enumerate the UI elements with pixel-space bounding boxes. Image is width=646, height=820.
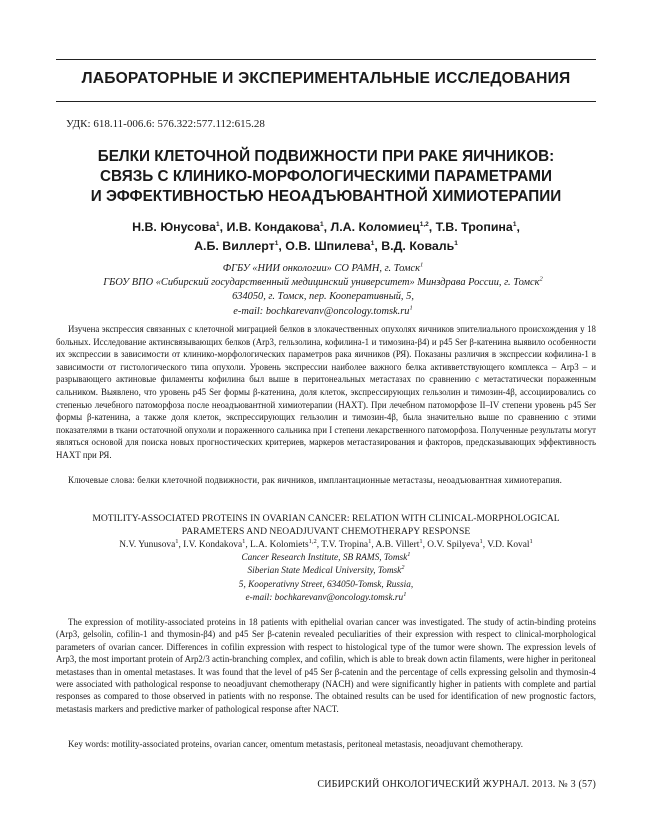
article-title-en — [56, 513, 596, 538]
title-line: БЕЛКИ КЛЕТОЧНОЙ ПОДВИЖНОСТИ ПРИ РАКЕ ЯИЧНИКОВ: — [97, 148, 555, 165]
affiliation-email: e-mail: $bochkarevanv@oncology.tomsk.ru^1$ — [233, 304, 413, 317]
abstract-ru: Изучена экспрессия связанных с клеточной миграцией белков в злокачественных опухолях яичников эпителиального происхождения у 18 больных. Исследование актинсвязывающих белков (Arp3, гельзолина, кофилина-1 и тимозина-β4) и p45 Ser β-катенина выявило особенности их экспрессии в зависимости от клинико-морфологических параметров рака яичников (РЯ). Показаны различия в экспрессии кофилина-1 в зависимости от гистологического типа опухоли. Уровень экспрессии наиболее важного белка активветствующего комплекса – Arp3 – и разрывающего актиновые филаменты кофилина был выше в перитонеальных метастазах по сравнению с метастатически пораженным сальником. Выявлено, что уровень p45 Ser формы β-катенина, доля клеток, экспрессирующих гельзолин и тимозин-4β, ассоциировались со степенью лечебного патоморфоза после неоадъювантной химиотерапии (НАХТ). При лечебном патоморфозе II–IV степени уровень p45 Ser формы β-катенина, а также доля клеток, экспрессирующих гельзолин и тимозин-4β, была значительно выше по сравнению с этими показателями в ткани остаточной опухоли и пораженного сальника при I степени лекарственного патоморфоза. Полученные результаты могут являться основой для поиска новых прогностических критериев, маркеров метастазирования и факторов, предсказывающих эффективность НАХТ при РЯ. — [56, 324, 596, 460]
author-affiliation-mark: 1 — [454, 239, 458, 247]
title-en-line: PARAMETERS AND NEOADJUVANT CHEMOTHERAPY RESPONSE — [181, 525, 471, 537]
keywords-en: Key words: motility-associated proteins, ovarian cancer, omentum metastasis, peritoneal metastasis, neoadjuvant chemotherapy. — [68, 739, 524, 749]
journal-footer: СИБИРСКИЙ ОНКОЛОГИЧЕСКИЙ ЖУРНАЛ. 2013. № 3 (57) — [317, 779, 596, 790]
author-name-en: V.D. Koval — [487, 540, 530, 550]
affiliation-1: ФГБУ «НИИ онкологии» СО РАМН, г. Томск$^1$ — [222, 261, 424, 274]
section-header: ЛАБОРАТОРНЫЕ И ЭКСПЕРИМЕНТАЛЬНЫЕ ИССЛЕДОВАНИЯ — [81, 70, 571, 87]
affiliation-en-1: Cancer Research Institute, SB RAMS, Tomsk$^1$ — [241, 550, 411, 563]
affiliation-address: 634050, г. Томск, пер. Кооперативный, 5, — [232, 291, 414, 303]
author-affiliation-mark: 1 — [274, 239, 279, 247]
udk-code: УДК: 618.11-006.6: 576.322:577.112:615.28 — [66, 118, 265, 130]
author-name: Л.А. Коломиец — [330, 220, 420, 234]
author-name-en: I.V. Kondakova — [183, 540, 243, 550]
affiliation-2: ГБОУ ВПО «Сибирский государственный медицинский университет» Минздрава России, г. Томск$^2$ — [103, 275, 543, 289]
author-name-en: L.A. Kolomiets — [250, 540, 309, 550]
abstract-en: The expression of motility-associated proteins in 18 patients with epithelial ovarian cancer was investigated. The study of actin-binding proteins (Arp3, gelsolin, cofilin-1 and thymosin-β4) and p45 Ser β-catenin revealed peculiarities of their expression with respect to clinical-morphological parameters of ovarian cancer. Differences in cofilin expression with respect to histological type of the tumor were shown. The expression levels of Arp3, the most important protein of Arp2/3 actin-branching complex, and cofilin, which is able to break down actin filaments, were higher in peritoneal metastases than in omental metastases. It was found that the level of p45 Ser β-catenin and the percentage of cells expressing gelsolin and thymosin-4 were associated with pathological response to neoadjuvant chemotherapy (NACH) and were significantly higher in patients with complete and partial responses as compared to those observed in patients with no response. The obtained results can be used for identification of new prognostic factors, metastasis markers and predictive marker of pathological response after NACT. — [56, 617, 596, 714]
author-name: Н.В. Юнусова — [132, 220, 216, 234]
author-name: О.В. Шпилева — [285, 239, 371, 253]
author-affiliation-mark: 1 — [370, 239, 375, 247]
title-line: И ЭФФЕКТИВНОСТЬЮ НЕОАДЪЮВАНТНОЙ ХИМИОТЕРАПИИ — [90, 188, 562, 205]
author-affiliation-mark: 1 — [215, 220, 220, 228]
author-name: И.В. Кондакова — [226, 220, 320, 234]
author-name-en: N.V. Yunusova — [119, 540, 176, 550]
author-name: А.Б. Виллерт — [194, 239, 275, 253]
affiliation-en-email: e-mail: $bochkarevanv@oncology.tomsk.ru^1$ — [245, 590, 407, 603]
header-rule-top — [56, 59, 596, 60]
affiliation-en-2: Siberian State Medical University, Tomsk$^2$ — [247, 564, 405, 577]
authors-line-1: Н.В. Юнусова$^1$, И.В. Кондакова$^1$, Л.А. Коломиец$^{1,2}$, Т.В. Тропина$^1$, — [132, 220, 520, 234]
title-line: СВЯЗЬ С КЛИНИКО-МОРФОЛОГИЧЕСКИМИ ПАРАМЕТРАМИ — [100, 168, 552, 185]
article-title — [56, 147, 596, 207]
author-name-en: O.V. Spilyeva — [427, 540, 480, 550]
authors-en: N.V. Yunusova$^1$, I.V. Kondakova$^1$, L.A. Kolomiets$^{1,2}$, T.V. Tropina$^1$, A.B. Villert$^1$, O.V. Spilyeva$^1$, V.D. Koval$^1$ — [119, 537, 533, 550]
header-rule-bottom — [56, 101, 596, 102]
keywords-ru: Ключевые слова: белки клеточной подвижности, рак яичников, имплантационные метастазы, неоадъювантная химиотерапия. — [68, 475, 562, 485]
author-name: Т.В. Тропина — [435, 220, 513, 234]
author-name-en: A.B. Villert — [375, 540, 420, 550]
author-name: В.Д. Коваль — [381, 239, 455, 253]
affiliations-en — [56, 552, 596, 605]
affiliations-ru — [40, 262, 606, 319]
author-affiliation-mark: 1 — [512, 220, 517, 228]
author-affiliation-mark: 1,2 — [419, 220, 429, 228]
affiliation-en-address: 5, Kooperativny Street, 634050-Tomsk, Russia, — [238, 579, 414, 590]
authors-ru — [56, 218, 596, 256]
title-en-line: MOTILITY-ASSOCIATED PROTEINS IN OVARIAN CANCER: RELATION WITH CLINICAL-MORPHOLOGICAL — [92, 513, 560, 524]
authors-line-2: А.Б. Виллерт$^1$, О.В. Шпилева$^1$, В.Д. Коваль$^1$ — [194, 239, 458, 253]
author-affiliation-mark: 1 — [320, 220, 324, 228]
author-name-en: T.V. Tropina — [321, 540, 369, 550]
